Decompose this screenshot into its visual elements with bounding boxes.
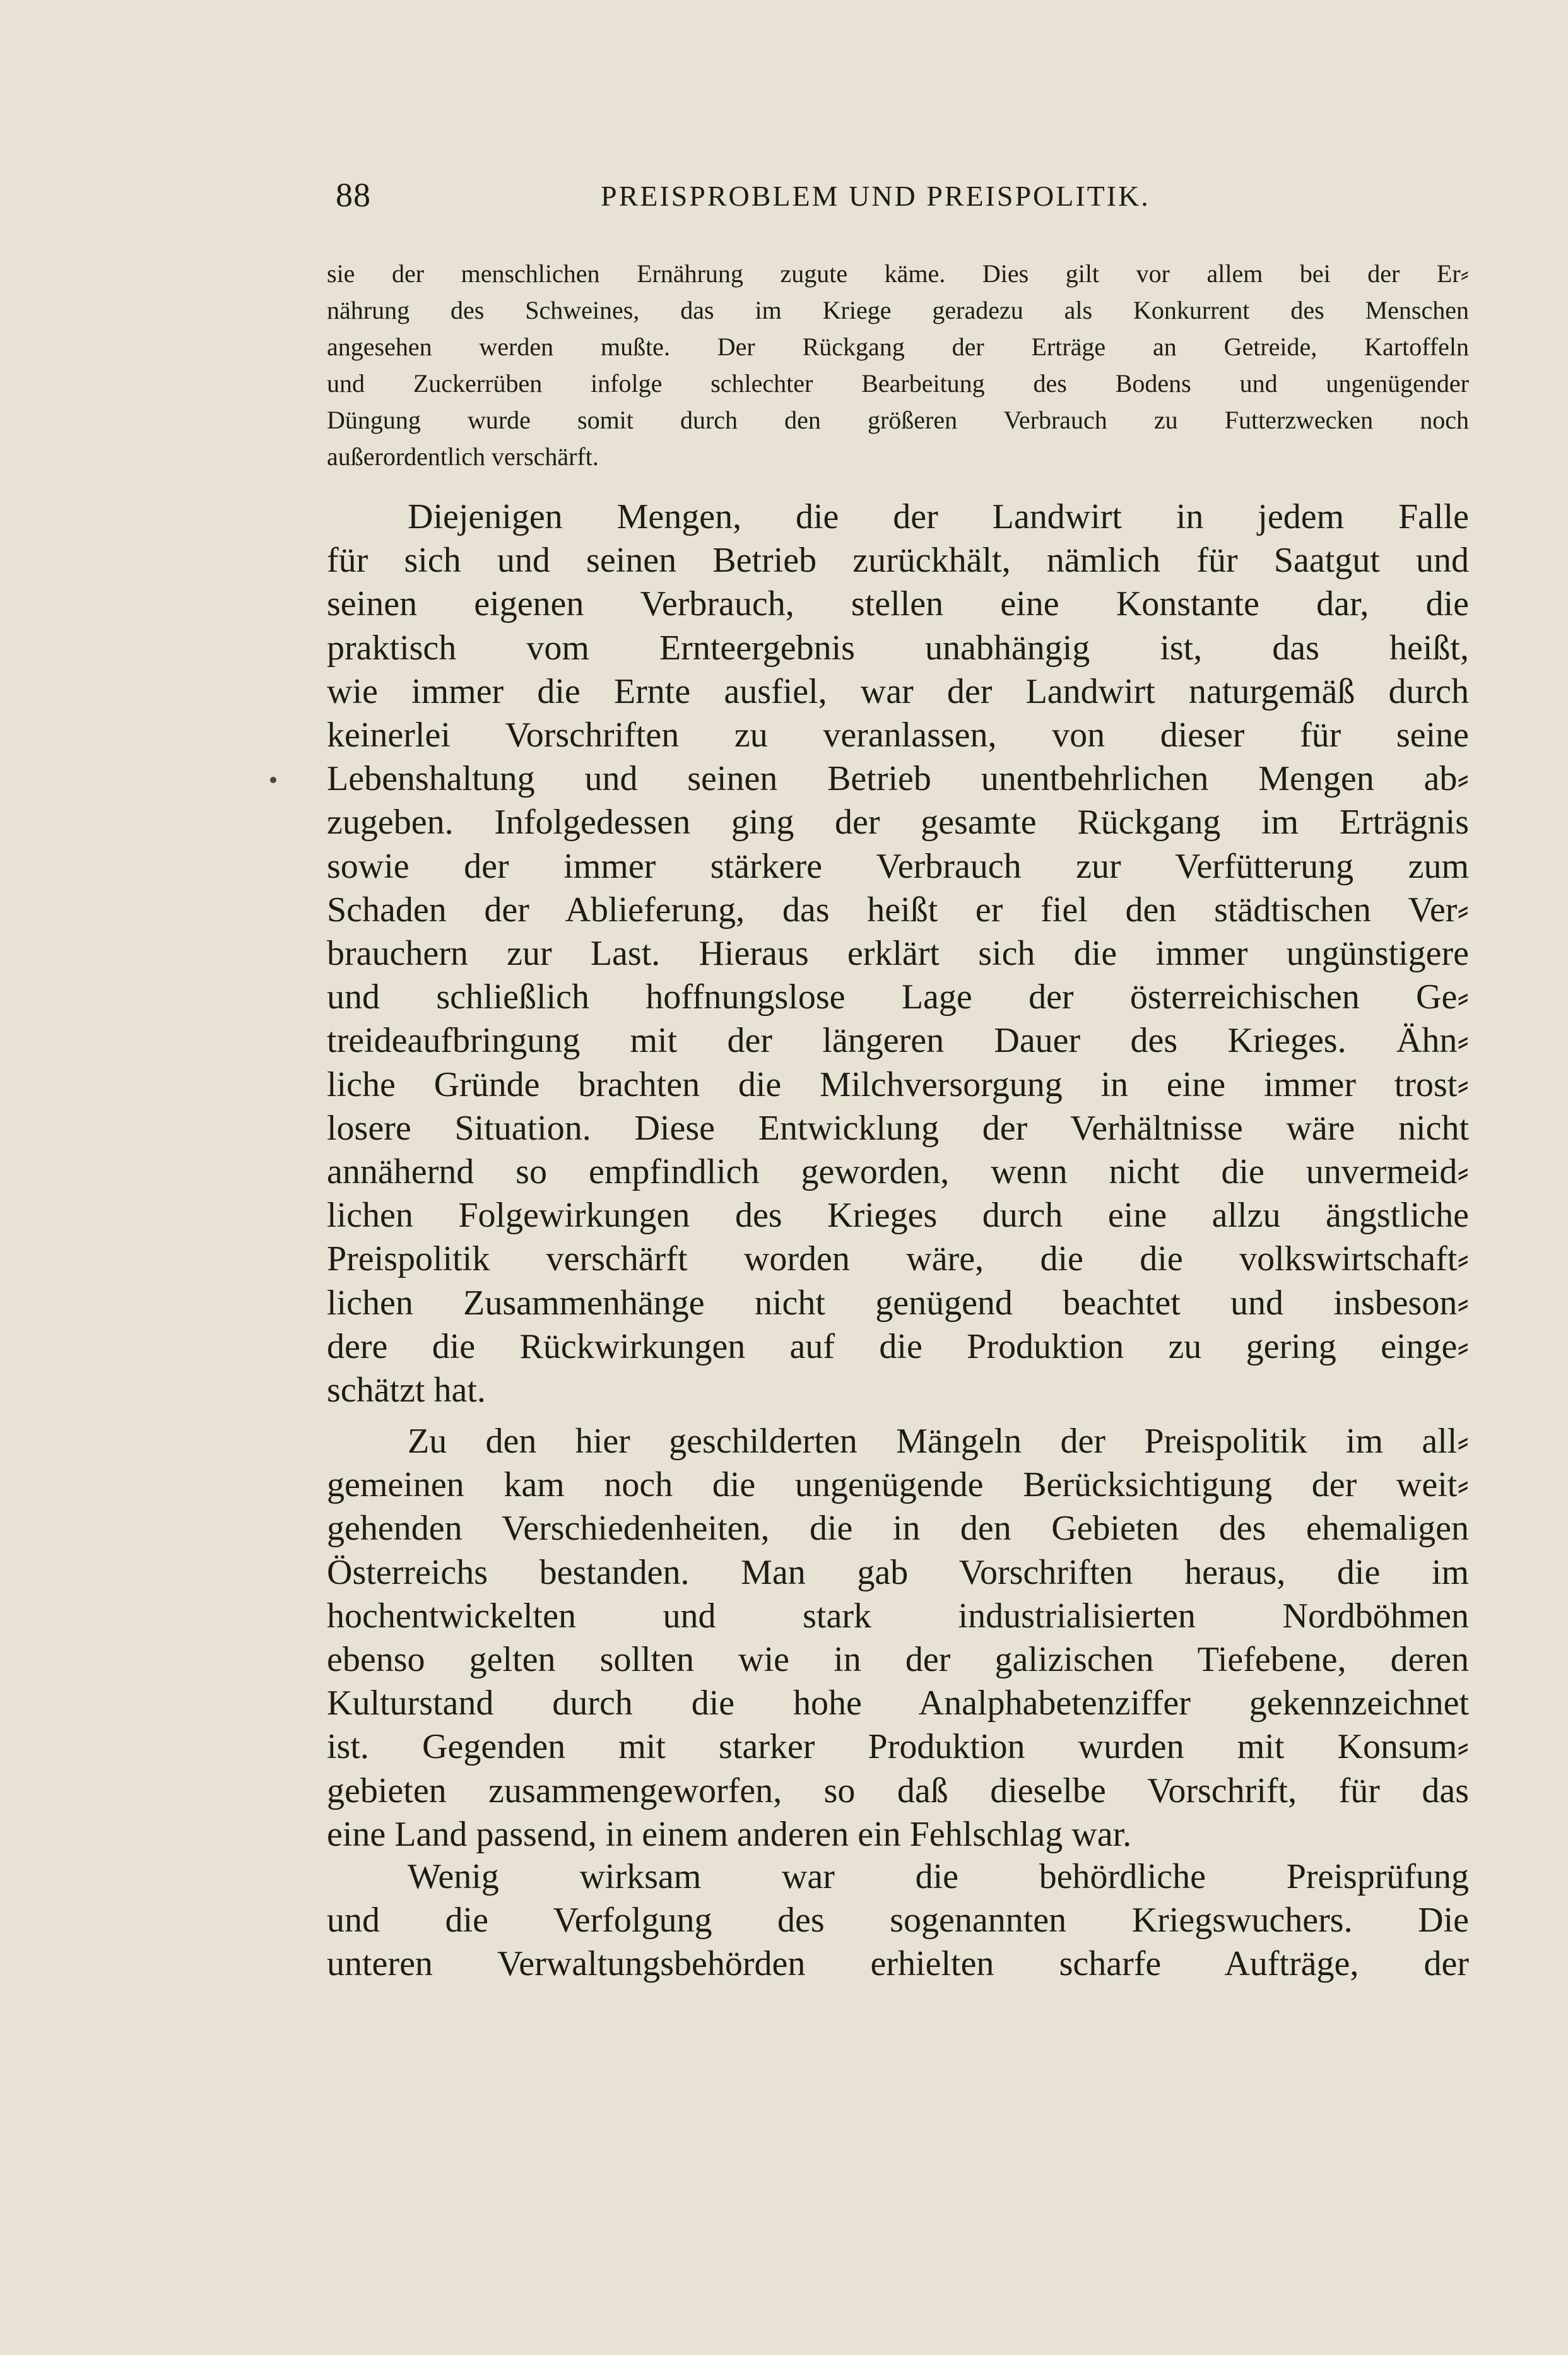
text-line: losere Situation. Diese Entwicklung der Verhältnisse wäre nicht	[327, 1108, 1469, 1148]
text-line: Düngung wurde somit durch den größeren Verbrauch zu Futterzwecken noch	[327, 406, 1469, 434]
text-line: brauchern zur Last. Hieraus erklärt sich die immer ungünstigere	[327, 934, 1469, 974]
running-title: PREISPROBLEM UND PREISPOLITIK.	[601, 180, 1150, 212]
text-line: und schließlich hoffnungslose Lage der österreichischen Ge⸗	[327, 977, 1469, 1017]
text-line: und die Verfolgung des sogenannten Kriegswuchers. Die	[327, 1901, 1469, 1940]
text-line: Kulturstand durch die hohe Analphabetenziffer gekennzeichnet	[327, 1684, 1469, 1723]
text-line: ebenso gelten sollten wie in der galizischen Tiefebene, deren	[327, 1640, 1469, 1680]
text-line: für sich und seinen Betrieb zurückhält, nämlich für Saatgut und	[327, 541, 1469, 581]
text-line: Diejenigen Mengen, die der Landwirt in jedem Falle	[408, 497, 1469, 536]
text-line: und Zuckerrüben infolge schlechter Bearbeitung des Bodens und ungenügender	[327, 369, 1469, 398]
text-line: unteren Verwaltungsbehörden erhielten scharfe Aufträge, der	[327, 1944, 1469, 1984]
text-line: zugeben. Infolgedessen ging der gesamte Rückgang im Erträgnis	[327, 803, 1469, 842]
text-line: hochentwickelten und stark industrialisierten Nordböhmen	[327, 1596, 1469, 1636]
footnote-continuation	[327, 256, 1469, 475]
text-line: wie immer die Ernte ausfiel, war der Landwirt naturgemäß durch	[327, 671, 1469, 711]
text-line: schätzt hat.	[327, 1371, 486, 1410]
text-line: Preispolitik verschärft worden wäre, die die volkswirtschaft⸗	[327, 1239, 1469, 1279]
text-line: Lebenshaltung und seinen Betrieb unentbehrlichen Mengen ab⸗	[327, 759, 1469, 799]
text-line: eine Land passend, in einem anderen ein Fehlschlag war.	[327, 1814, 1132, 1854]
text-line: ist. Gegenden mit starker Produktion wurden mit Konsum⸗	[327, 1727, 1469, 1767]
text-line: nährung des Schweines, das im Kriege geradezu als Konkurrent des Menschen	[327, 296, 1469, 324]
text-line: Zu den hier geschilderten Mängeln der Preispolitik im all⸗	[408, 1422, 1469, 1461]
text-line: annähernd so empfindlich geworden, wenn nicht die unvermeid⸗	[327, 1152, 1469, 1192]
text-line: dere die Rückwirkungen auf die Produktion zu gering einge⸗	[327, 1326, 1469, 1366]
text-line: gemeinen kam noch die ungenügende Berücksichtigung der weit⸗	[327, 1465, 1469, 1505]
text-line: praktisch vom Ernteergebnis unabhängig ist, das heißt,	[327, 628, 1469, 668]
text-line: treideaufbringung mit der längeren Dauer des Krieges. Ähn⸗	[327, 1021, 1469, 1061]
text-line: außerordentlich verschärft.	[327, 442, 599, 471]
text-line: gebieten zusammengeworfen, so daß dieselbe Vorschrift, für das	[327, 1771, 1469, 1810]
text-line: lichen Zusammenhänge nicht genügend beachtet und insbeson⸗	[327, 1283, 1469, 1323]
text-line: Österreichs bestanden. Man gab Vorschriften heraus, die im	[327, 1552, 1469, 1592]
text-line: gehenden Verschiedenheiten, die in den Gebieten des ehemaligen	[327, 1509, 1469, 1549]
margin-mark	[270, 777, 276, 783]
text-line: sie der menschlichen Ernährung zugute käme. Dies gilt vor allem bei der Er⸗	[327, 259, 1469, 288]
text-line: angesehen werden mußte. Der Rückgang der Erträge an Getreide, Kartoffeln	[327, 333, 1469, 361]
text-line: lichen Folgewirkungen des Krieges durch eine allzu ängstliche	[327, 1196, 1469, 1236]
paragraph-2	[327, 1420, 1469, 1856]
text-line: sowie der immer stärkere Verbrauch zur Verfütterung zum	[327, 846, 1469, 886]
text-line: seinen eigenen Verbrauch, stellen eine Konstante dar, die	[327, 584, 1469, 624]
text-line: Wenig wirksam war die behördliche Preisprüfung	[408, 1857, 1469, 1896]
text-line: liche Gründe brachten die Milchversorgung in eine immer trost⸗	[327, 1065, 1469, 1104]
paragraph-1	[327, 495, 1469, 1412]
page-number: 88	[336, 176, 371, 214]
text-line: Schaden der Ablieferung, das heißt er fiel den städtischen Ver⸗	[327, 890, 1469, 930]
paragraph-3	[327, 1855, 1469, 1986]
page-header	[336, 175, 1465, 220]
text-line: keinerlei Vorschriften zu veranlassen, von dieser für seine	[327, 716, 1469, 755]
